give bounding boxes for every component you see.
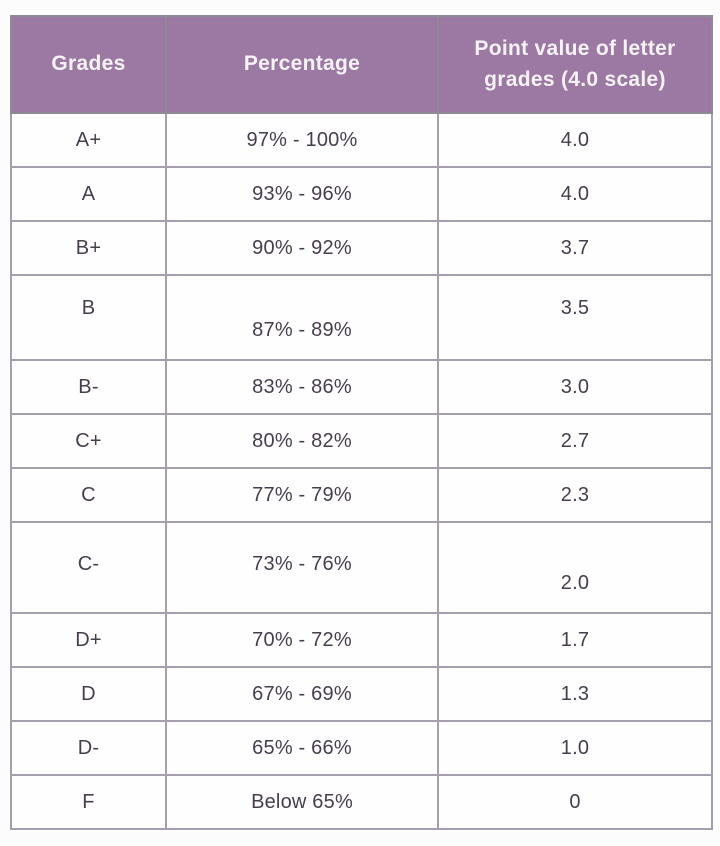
table-row: [11, 468, 712, 522]
table-row: [11, 522, 712, 613]
table-row: [11, 613, 712, 667]
percentage-cell: [166, 221, 438, 275]
points-value: 3.7: [560, 236, 590, 259]
grades-table: [10, 15, 713, 830]
grade-value: D+: [75, 628, 102, 651]
grade-cell: [11, 667, 166, 721]
col-header-grades: Grades: [11, 16, 166, 113]
points-cell: [438, 613, 712, 667]
points-value: 4.0: [560, 182, 590, 205]
grade-cell: [11, 113, 166, 167]
percentage-value: 83% - 86%: [252, 375, 352, 398]
percentage-value: 97% - 100%: [246, 128, 358, 151]
percentage-value: 73% - 76%: [252, 553, 352, 575]
table-row: [11, 667, 712, 721]
percentage-value: 87% - 89%: [252, 319, 352, 341]
table-row: [11, 113, 712, 167]
percentage-cell: [166, 775, 438, 829]
grade-value: C-: [77, 553, 100, 575]
percentage-cell: [166, 721, 438, 775]
grade-value: C: [81, 483, 96, 506]
points-value: 3.5: [560, 297, 590, 319]
grade-cell: [11, 721, 166, 775]
grade-value: D: [81, 682, 96, 705]
percentage-cell: [166, 167, 438, 221]
col-header-percentage: Percentage: [166, 16, 438, 113]
percentage-cell: [166, 414, 438, 468]
grade-cell: [11, 414, 166, 468]
points-cell: [438, 275, 712, 360]
percentage-value: 77% - 79%: [252, 483, 352, 506]
grade-cell: [11, 275, 166, 360]
percentage-cell: [166, 613, 438, 667]
grade-value: B+: [75, 236, 102, 259]
points-cell: [438, 113, 712, 167]
percentage-value: Below 65%: [251, 790, 353, 813]
points-value: 0: [569, 790, 581, 813]
grade-value: B: [81, 297, 96, 319]
percentage-cell: [166, 522, 438, 613]
grade-value: A+: [75, 128, 102, 151]
points-cell: [438, 667, 712, 721]
percentage-value: 90% - 92%: [252, 236, 352, 259]
points-value: 1.7: [560, 628, 590, 651]
table-row: [11, 275, 712, 360]
points-cell: [438, 414, 712, 468]
table-row: [11, 221, 712, 275]
points-cell: [438, 775, 712, 829]
percentage-value: 93% - 96%: [252, 182, 352, 205]
points-cell: [438, 468, 712, 522]
grade-cell: [11, 613, 166, 667]
points-cell: [438, 721, 712, 775]
percentage-cell: [166, 275, 438, 360]
percentage-cell: [166, 113, 438, 167]
grade-value: C+: [75, 429, 102, 452]
points-value: 4.0: [560, 128, 590, 151]
percentage-cell: [166, 468, 438, 522]
grade-value: B-: [78, 375, 99, 398]
grade-cell: [11, 221, 166, 275]
grade-cell: [11, 522, 166, 613]
points-value: 3.0: [560, 375, 590, 398]
points-cell: [438, 221, 712, 275]
percentage-value: 67% - 69%: [252, 682, 352, 705]
grade-cell: [11, 360, 166, 414]
points-cell: [438, 360, 712, 414]
col-header-point-value: Point value of letter grades (4.0 scale): [438, 16, 712, 113]
table-row: [11, 721, 712, 775]
grade-cell: [11, 775, 166, 829]
table-row: [11, 414, 712, 468]
grade-value: A: [81, 182, 96, 205]
table-header-row: [11, 16, 712, 113]
grade-cell: [11, 468, 166, 522]
points-cell: [438, 522, 712, 613]
table-row: [11, 360, 712, 414]
points-value: 2.0: [560, 572, 590, 594]
percentage-cell: [166, 667, 438, 721]
grade-value: F: [82, 790, 95, 813]
percentage-cell: [166, 360, 438, 414]
percentage-value: 80% - 82%: [252, 429, 352, 452]
table-row: [11, 775, 712, 829]
table-row: [11, 167, 712, 221]
grade-cell: [11, 167, 166, 221]
points-value: 1.0: [560, 736, 590, 759]
points-cell: [438, 167, 712, 221]
percentage-value: 70% - 72%: [252, 628, 352, 651]
points-value: 2.7: [560, 429, 590, 452]
percentage-value: 65% - 66%: [252, 736, 352, 759]
grade-value: D-: [77, 736, 100, 759]
points-value: 1.3: [560, 682, 590, 705]
points-value: 2.3: [560, 483, 590, 506]
